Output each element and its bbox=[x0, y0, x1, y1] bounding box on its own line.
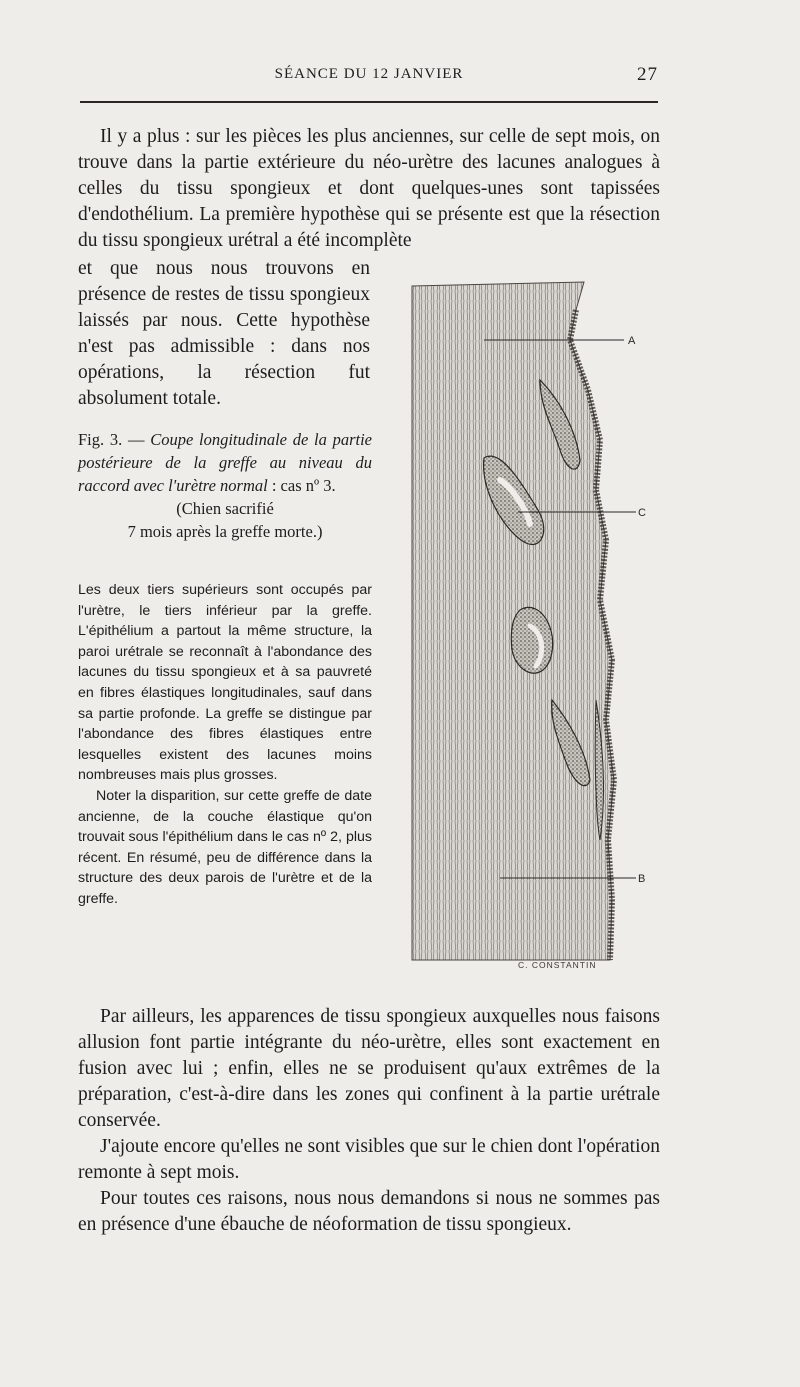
caption-sub-2: 7 mois après la greffe morte.) bbox=[127, 522, 323, 541]
histology-figure bbox=[400, 280, 660, 980]
running-title: SÉANCE DU 12 JANVIER bbox=[274, 66, 464, 82]
figure-caption bbox=[78, 428, 372, 543]
legend-paragraph-2: Noter la disparition, sur cette greffe de date ancienne, de la couche élastique qu'on trouvait sous l'épithélium dans le cas nº 2, plus récent. En résumé, peu de différence dans la structure des deux parois de l'urètre et de la greffe. bbox=[78, 787, 372, 907]
figure-credit: C. CONSTANTIN bbox=[518, 960, 597, 970]
caption-label: Fig. 3. — bbox=[78, 430, 151, 449]
paragraph-1: Il y a plus : sur les pièces les plus anciennes, sur celle de sept mois, on trouve dans la partie extérieure du néo-urètre des lacunes analogues à celles du tissu spongieux et dont quelques-unes sont tapissées d'endothélium. La première hypothèse qui se présente est que la résection du tissu spongieux urétral a été incomplète bbox=[78, 126, 660, 251]
figure-legend bbox=[78, 580, 372, 910]
figure-label-a: A bbox=[628, 335, 636, 347]
figure-label-c: C bbox=[638, 507, 646, 519]
legend-paragraph-1: Les deux tiers supérieurs sont occupés par l'urètre, le tiers inférieur par la greffe. L'épithélium a partout la même structure, la paroi urétrale se reconnaît à l'abondance des lacunes du tissu spongieux et à sa pauvreté en fibres élastiques longitudinales, sauf dans sa partie profonde. La greffe se distingue par l'abondance des fibres élastiques entre lesquelles existent des lacunes moins nombreuses mais plus grosses. bbox=[78, 582, 372, 784]
caption-title: Coupe longitudinale de la partie postérieure de la greffe au niveau du raccord avec l'urètre normal bbox=[78, 430, 372, 495]
caption-case: : cas nº 3. bbox=[267, 476, 336, 495]
paragraph-2: et que nous nous trouvons en présence de restes de tissu spongieux laissés par nous. Cette hypothèse n'est pas admissible : dans nos opérations, la résection fut absolument totale. bbox=[78, 258, 370, 409]
caption-sub-1: (Chien sacrifié bbox=[176, 499, 274, 518]
header-rule bbox=[80, 101, 658, 103]
paragraph-5: Pour toutes ces raisons, nous nous demandons si nous ne sommes pas en présence d'une ébauche de néoformation de tissu spongieux. bbox=[78, 1188, 660, 1235]
page-number: 27 bbox=[637, 64, 658, 85]
paragraph-3: Par ailleurs, les apparences de tissu spongieux auxquelles nous faisons allusion font partie intégrante du néo-urètre, elles sont exactement en fusion avec lui ; enfin, elles ne se produisent qu'aux extrêmes de la préparation, c'est-à-dire dans les zones qui confinent à la partie urétrale conservée. bbox=[78, 1006, 660, 1131]
figure-label-b: B bbox=[638, 873, 646, 885]
running-head bbox=[78, 62, 660, 88]
paragraph-4: J'ajoute encore qu'elles ne sont visibles que sur le chien dont l'opération remonte à sept mois. bbox=[78, 1136, 660, 1183]
caption-heading bbox=[78, 428, 372, 497]
